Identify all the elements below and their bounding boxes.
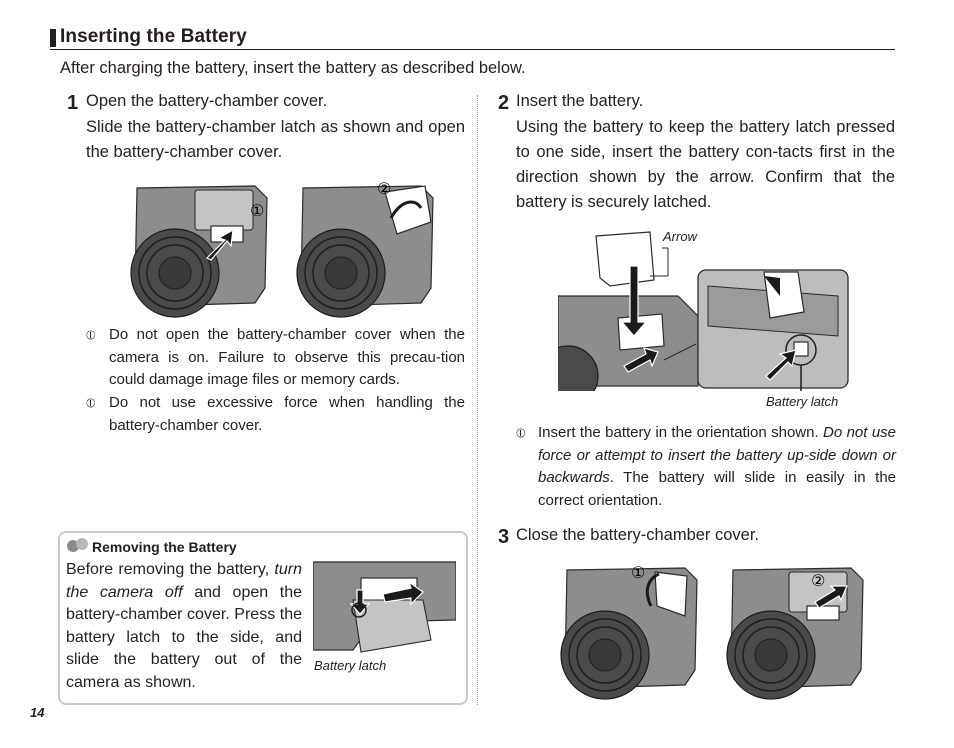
page-number: 14	[30, 705, 45, 720]
battery-latch-caption-box: Battery latch	[314, 658, 387, 673]
page-title: Inserting the Battery	[60, 26, 247, 47]
intro-text: After charging the battery, insert the battery as described below.	[60, 59, 526, 77]
step-2-heading: Insert the battery.	[516, 92, 644, 110]
callout-2: ②	[811, 571, 826, 590]
caution-2-text: Do not use excessive force when handling the battery-chamber cover.	[109, 394, 465, 434]
step-2-caution-emphasis: Do not use force or attempt to insert the battery up-side down or backwards	[538, 424, 897, 486]
step-3-heading: Close the battery-chamber cover.	[516, 526, 760, 544]
arrow-caption: Arrow	[663, 229, 697, 244]
step-2-caution-part-1: Insert the battery in the orientation shown.	[538, 424, 824, 441]
insert-battery-illustration	[558, 232, 698, 391]
step-2-caution-text	[538, 422, 896, 512]
removing-battery-title: Removing the Battery	[92, 539, 237, 555]
battery-latch-detail-illustration	[698, 270, 848, 391]
step-2-illustration	[558, 226, 853, 391]
removing-battery-text	[66, 559, 302, 694]
camera-cover-open-illustration	[297, 186, 433, 317]
step-2-body: Using the battery to keep the battery latch pressed to one side, insert the battery con-tacts first in the direction shown by the arrow. Confirm that the battery is securely latched.	[516, 118, 895, 211]
step-2-caution-part-2: . The battery will slide in easily in the correct orientation.	[538, 469, 896, 509]
note-icon	[66, 537, 90, 555]
column-divider	[477, 95, 478, 705]
camera-closing-cover-illustration	[561, 568, 697, 699]
removing-text-emphasis: turn the camera off	[66, 561, 302, 601]
caution-1-text: Do not open the battery-chamber cover when the camera is on. Failure to observe this precau-tion could damage image files or memory cards.	[109, 326, 465, 388]
callout-1: ①	[631, 563, 646, 582]
caution-icon: ⦶	[86, 395, 96, 410]
callout-2: ②	[377, 179, 392, 198]
step-1-heading: Open the battery-chamber cover.	[86, 92, 328, 110]
caution-icon: ⦶	[516, 425, 526, 440]
battery-latch-caption: Battery latch	[766, 394, 839, 409]
title-marker	[50, 29, 56, 47]
caution-icon: ⦶	[86, 327, 96, 342]
removing-text-part-1: Before removing the battery,	[66, 561, 275, 578]
removing-text-part-2: and open the battery-chamber cover. Press the battery latch to the side, and slide the battery out of the camera as shown.	[66, 583, 302, 691]
remove-battery-illustration	[313, 560, 456, 655]
step-1-body: Slide the battery-chamber latch as shown and open the battery-chamber cover.	[86, 118, 465, 161]
step-3-number: 3	[498, 526, 510, 548]
callout-1: ①	[250, 201, 265, 220]
camera-open-latch-illustration	[131, 186, 267, 317]
step-1-illustration	[115, 178, 440, 318]
camera-slide-latch-illustration	[727, 568, 863, 699]
step-3-illustration	[545, 560, 870, 700]
step-2-number: 2	[498, 92, 510, 114]
step-1-number: 1	[67, 92, 79, 114]
